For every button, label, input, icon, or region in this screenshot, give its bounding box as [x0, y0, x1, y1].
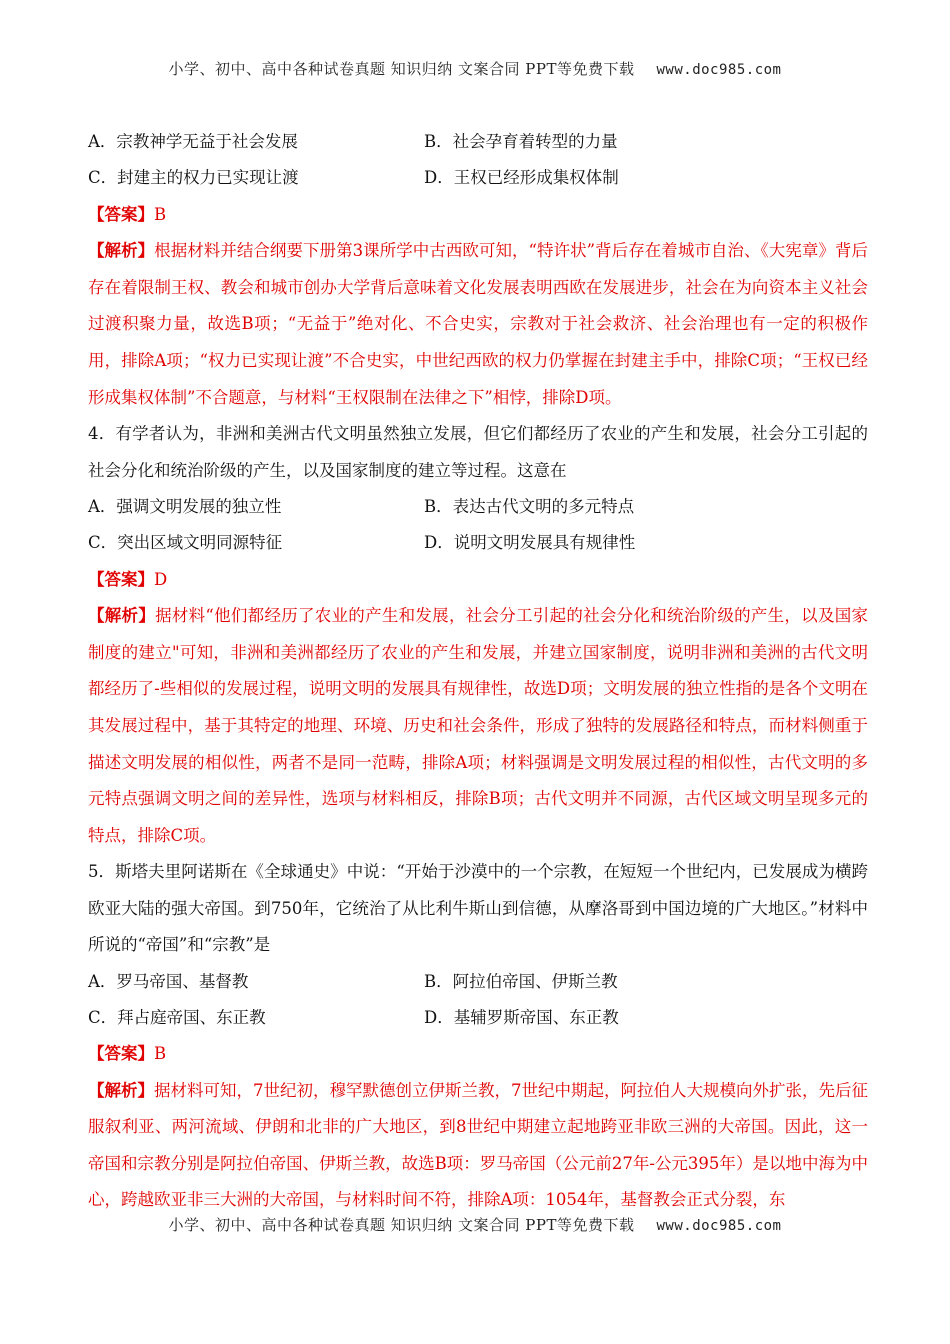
analysis-label: 【解析】 [88, 1080, 154, 1100]
q4-stem: 4．有学者认为，非洲和美洲古代文明虽然独立发展，但它们都经历了农业的产生和发展，社会分工引起的社会分化和统治阶级的产生，以及国家制度的建立等过程。这意在 [88, 424, 868, 480]
q5-option-b: B．阿拉伯帝国、伊斯兰教 [424, 971, 618, 991]
q5-options-row-2 [88, 1000, 868, 1036]
q3-answer [88, 197, 868, 233]
q5-option-d: D．基辅罗斯帝国、东正教 [424, 1007, 619, 1027]
q4-option-a: A．强调文明发展的独立性 [88, 496, 282, 516]
answer-label: 【答案】 [88, 204, 154, 224]
analysis-text: 据材料可知，7世纪初，穆罕默德创立伊斯兰教，7世纪中期起，阿拉伯人大规模向外扩张，先后征服叙利亚、两河流域、伊朗和北非的广大地区，到8世纪中期建立起地跨亚非欧三洲的大帝国。因此，这一帝国和宗教分别是阿拉伯帝国、伊斯兰教，故选B项：罗马帝国（公元前27年-公元395年）是以地中海为中心，跨越欧亚非三大洲的大帝国，与材料时间不符，排除A项：1054年，基督教会正式分裂，东 [88, 1080, 868, 1210]
footer-banner [0, 1214, 950, 1235]
q4-options-row-2 [88, 525, 868, 561]
banner-text: 小学、初中、高中各种试卷真题 知识归纳 文案合同 PPT等免费下载 [168, 60, 635, 78]
analysis-text: 据材料“他们都经历了农业的产生和发展，社会分工引起的社会分化和统治阶级的产生，以及国家制度的建立"可知，非洲和美洲都经历了农业的产生和发展，并建立国家制度，说明非洲和美洲的古代文明都经历了-些相似的发展过程，说明文明的发展具有规律性，故选D项；文明发展的独立性指的是各个文明在其发展过程中，基于其特定的地理、环境、历史和社会条件，形成了独特的发展路径和特点，而材料侧重于描述文明发展的相似性，两者不是同一范畴，排除A项；材料强调是文明发展过程的相似性，古代文明的多元特点强调文明之间的差异性，选项与材料相反，排除B项；古代文明并不同源，古代区域文明呈现多元的特点，排除C项。 [88, 606, 868, 845]
analysis-label: 【解析】 [88, 606, 156, 626]
banner-url[interactable]: www.doc985.com [656, 62, 782, 78]
answer-label: 【答案】 [88, 569, 154, 589]
analysis-text: 根据材料并结合纲要下册第3课所学中古西欧可知，“特许状”背后存在着城市自治、《大宪章》背后存在着限制王权、教会和城市创办大学背后意味着文化发展表明西欧在发展进步，社会在为向资本主义社会过渡积聚力量，故选B项；“无益于”绝对化、不合史实，宗教对于社会救济、社会治理也有一定的积极作用，排除A项；“权力已实现让渡”不合史实，中世纪西欧的权力仍掌握在封建主手中，排除C项；“王权已经形成集权体制”不合题意，与材料“王权限制在法律之下”相悖，排除D项。 [88, 241, 868, 407]
q3-analysis [88, 233, 868, 416]
analysis-label: 【解析】 [88, 241, 155, 261]
answer-value: B [154, 204, 167, 224]
banner-text: 小学、初中、高中各种试卷真题 知识归纳 文案合同 PPT等免费下载 [168, 1216, 635, 1234]
document-body [88, 124, 868, 1219]
q3-options-row-2 [88, 160, 868, 196]
q3-option-c: C．封建主的权力已实现让渡 [88, 168, 299, 188]
q4-option-c: C．突出区域文明同源特征 [88, 533, 283, 553]
q4-option-d: D．说明文明发展具有规律性 [424, 533, 636, 553]
q5-options-row-1 [88, 964, 868, 1000]
header-banner [0, 58, 950, 79]
q5-option-a: A．罗马帝国、基督教 [88, 971, 249, 991]
q5-analysis [88, 1073, 868, 1219]
q3-option-b: B．社会孕育着转型的力量 [424, 132, 618, 151]
banner-url[interactable]: www.doc985.com [656, 1218, 782, 1234]
q5-option-c: C．拜占庭帝国、东正教 [88, 1007, 266, 1027]
q5-answer [88, 1036, 868, 1072]
answer-label: 【答案】 [88, 1044, 154, 1064]
q3-options-row-1 [88, 124, 868, 160]
q4-answer [88, 562, 868, 598]
q3-option-a: A．宗教神学无益于社会发展 [88, 132, 298, 151]
q4-analysis [88, 598, 868, 854]
q4-options-row-1 [88, 489, 868, 525]
q4-option-b: B．表达古代文明的多元特点 [424, 496, 635, 516]
answer-value: B [154, 1044, 167, 1064]
q5-stem: 5．斯塔夫里阿诺斯在《全球通史》中说：“开始于沙漠中的一个宗教，在短短一个世纪内，已发展成为横跨欧亚大陆的强大帝国。到750年，它统治了从比利牛斯山到信德，从摩洛哥到中国边境的广大地区。”材料中所说的“帝国”和“宗教”是 [88, 862, 868, 955]
answer-value: D [154, 569, 168, 589]
q3-option-d: D．王权已经形成集权体制 [424, 168, 619, 188]
